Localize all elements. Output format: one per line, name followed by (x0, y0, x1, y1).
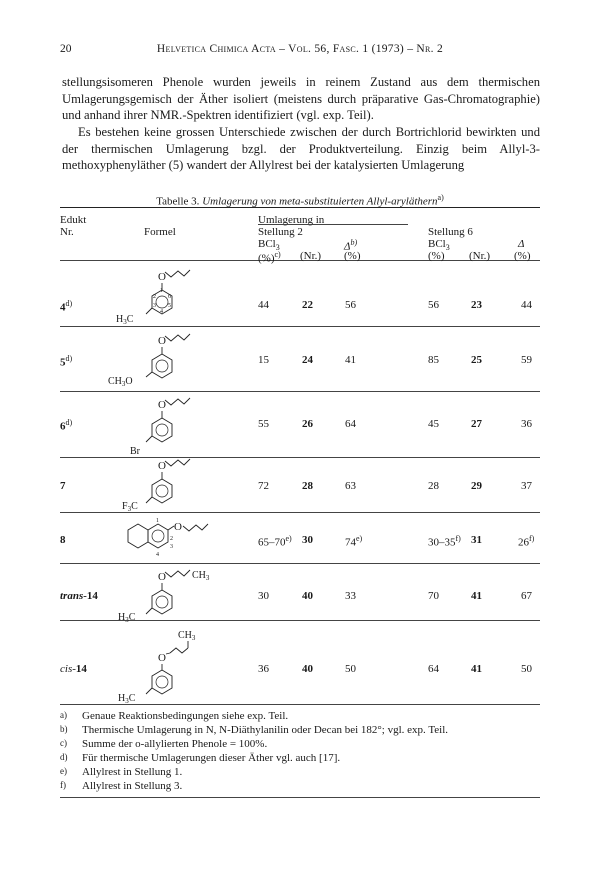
header-formel: Formel (144, 226, 176, 238)
structure-6 (100, 396, 200, 456)
header-stellung-2: Stellung 2 (258, 226, 303, 238)
cell-s6-bcl3: 70 (428, 590, 439, 602)
cell-s6-delta: 50 (521, 663, 532, 675)
footnote-bottom-rule (60, 797, 540, 798)
header-delta-unit: (%) (344, 250, 361, 262)
row-label-5: 5$^{d)}$ (60, 354, 73, 369)
cell-s2-delta: 64 (345, 418, 356, 430)
cell-s6-bcl3: 28 (428, 480, 439, 492)
row-label-4: 4$^{d)}$ (60, 299, 73, 314)
caption-prefix: Tabelle 3. (156, 195, 200, 208)
structure-5 (100, 332, 200, 392)
svg-text:CH3: $CH_3$ (192, 570, 210, 582)
header-bcl3: BCl$_3$ (428, 238, 450, 253)
header-nr-col: (Nr.) (300, 250, 322, 262)
header-edukt: Edukt (60, 214, 87, 226)
header-bcl3-unit: (%)$^{c)}$ (258, 250, 281, 265)
svg-text:H3C: $H_3C$ (118, 612, 136, 624)
cell-s2-nr: 24 (302, 354, 313, 366)
svg-text:H3C: $H_3C$ (116, 314, 134, 326)
svg-text:3: 3 (170, 544, 173, 550)
header-pct: (%) (428, 250, 445, 262)
structure-7 (100, 457, 200, 517)
header-span-rule (258, 224, 408, 225)
svg-text:2: 2 (153, 294, 156, 300)
cell-s2-bcl3: 65–70$^{e)}$ (258, 534, 292, 549)
svg-text:O: O (158, 460, 166, 472)
footnote-b: b) Thermische Umlagerung in N, N-Diäthylanilin oder Decan bei 182°; vgl. exp. Teil. (60, 724, 449, 736)
header-bcl3: BCl$_3$ (258, 238, 280, 253)
svg-text:4: 4 (160, 309, 163, 315)
row-divider (60, 563, 540, 564)
body-paragraph-2: Es bestehen keine grossen Unterschiede zwischen der durch Bortrichlorid bewirkten und der thermischen Umlagerung bzgl. der Produktverteilung. Einzig beim Allyl-3-methoxyphenyläther (5) wandert der Allylrest bei der katalysierten Umlagerung (62, 125, 540, 172)
svg-text:3: 3 (153, 303, 156, 309)
cell-s6-bcl3: 85 (428, 354, 439, 366)
cell-s2-delta: 63 (345, 480, 356, 492)
cell-s6-nr: 29 (471, 480, 482, 492)
svg-text:O: O (158, 571, 166, 583)
caption-note: a) (437, 193, 444, 202)
svg-text:O: O (174, 521, 182, 533)
header-pct: (%) (514, 250, 531, 262)
svg-text:4: 4 (156, 552, 159, 558)
cell-s2-bcl3: 30 (258, 590, 269, 602)
cell-s2-nr: 22 (302, 299, 313, 311)
footnote-d: d) Für thermische Umlagerungen dieser Äther vgl. auch [17]. (60, 752, 341, 764)
cell-s2-bcl3: 15 (258, 354, 269, 366)
svg-text:CH3: $CH_3$ (178, 630, 196, 642)
header-delta: Δ (518, 238, 525, 250)
cell-s6-nr: 23 (471, 299, 482, 311)
cell-s6-nr: 41 (471, 663, 482, 675)
svg-text:O: O (158, 271, 166, 283)
footnote-e: e) Allylrest in Stellung 1. (60, 766, 183, 778)
header-umlagerung-in: Umlagerung in (258, 214, 325, 226)
cell-s2-delta: 56 (345, 299, 356, 311)
svg-text:5: 5 (168, 303, 171, 309)
cell-s6-nr: 27 (471, 418, 482, 430)
svg-text:6: 6 (168, 294, 171, 300)
journal-running-head: Helvetica Chimica Acta – Vol. 56, Fasc. 1 (1973) – Nr. 2 (156, 43, 444, 55)
row-label-trans-14: trans-14 (60, 590, 98, 602)
svg-text:1: 1 (156, 518, 159, 524)
cell-s2-bcl3: 36 (258, 663, 269, 675)
cell-s6-delta: 44 (521, 299, 532, 311)
cell-s6-delta: 36 (521, 418, 532, 430)
cell-s6-bcl3: 56 (428, 299, 439, 311)
cell-s2-bcl3: 44 (258, 299, 269, 311)
svg-text:F3C: $F_3C$ (122, 501, 138, 513)
cell-s6-delta: 26$^{f)}$ (518, 534, 535, 549)
cell-s6-bcl3: 30–35$^{f)}$ (428, 534, 461, 549)
row-label-cis-14: cis-14 (60, 663, 87, 675)
footnote-a: a) Genaue Reaktionsbedingungen siehe exp. Teil. (60, 710, 289, 722)
svg-text:H3C: $H_3C$ (118, 693, 136, 705)
cell-s2-nr: 28 (302, 480, 313, 492)
cell-s2-delta: 33 (345, 590, 356, 602)
header-nr: Nr. (60, 226, 74, 238)
svg-text:1: 1 (160, 288, 163, 294)
structure-8 (110, 516, 220, 562)
cell-s2-nr: 40 (302, 663, 313, 675)
cell-s6-nr: 41 (471, 590, 482, 602)
svg-text:Br: Br (130, 446, 140, 457)
header-nr-col: (Nr.) (469, 250, 491, 262)
footnote-c: c) Summe der o-allylierten Phenole = 100%. (60, 738, 268, 750)
svg-text:O: O (158, 399, 166, 411)
cell-s6-nr: 31 (471, 534, 482, 546)
caption-title: Umlagerung von meta-substituierten Allyl-aryläthern (202, 195, 438, 208)
svg-text:O: O (158, 335, 166, 347)
cell-s2-bcl3: 72 (258, 480, 269, 492)
cell-s2-delta: 74$^{e)}$ (345, 534, 363, 549)
cell-s2-bcl3: 55 (258, 418, 269, 430)
cell-s2-nr: 26 (302, 418, 313, 430)
cell-s6-delta: 67 (521, 590, 532, 602)
svg-text:CH3O: $CH_3O$ (108, 376, 133, 388)
svg-text:O: O (158, 652, 166, 664)
cell-s6-delta: 59 (521, 354, 532, 366)
cell-s6-bcl3: 64 (428, 663, 439, 675)
table-top-rule (60, 207, 540, 208)
table-bottom-rule (60, 704, 540, 705)
cell-s6-delta: 37 (521, 480, 532, 492)
cell-s2-delta: 50 (345, 663, 356, 675)
row-label-6: 6$^{d)}$ (60, 418, 73, 433)
header-delta: $\Delta^{b)}$ (344, 238, 358, 253)
svg-text:2: 2 (170, 536, 173, 542)
body-paragraph-1: stellungsisomeren Phenole wurden jeweils in reinem Zustand aus dem thermischen Umlagerungsgemisch der Äther isoliert (meistens durch präparative Gas-Chromatographie) und anhand ihrer NMR.-Spektren identifiziert (vgl. exp. Teil). (62, 75, 540, 122)
row-label-8: 8 (60, 534, 66, 546)
page-number: 20 (60, 43, 72, 55)
cell-s2-nr: 30 (302, 534, 313, 546)
structure-trans-14 (100, 568, 230, 624)
cell-s2-delta: 41 (345, 354, 356, 366)
cell-s6-bcl3: 45 (428, 418, 439, 430)
cell-s6-nr: 25 (471, 354, 482, 366)
header-stellung-6: Stellung 6 (428, 226, 473, 238)
structure-cis-14 (100, 626, 220, 705)
structure-4 (100, 268, 200, 328)
table-caption (60, 193, 540, 208)
cell-s2-nr: 40 (302, 590, 313, 602)
footnote-f: f) Allylrest in Stellung 3. (60, 780, 183, 792)
row-label-7: 7 (60, 480, 66, 492)
